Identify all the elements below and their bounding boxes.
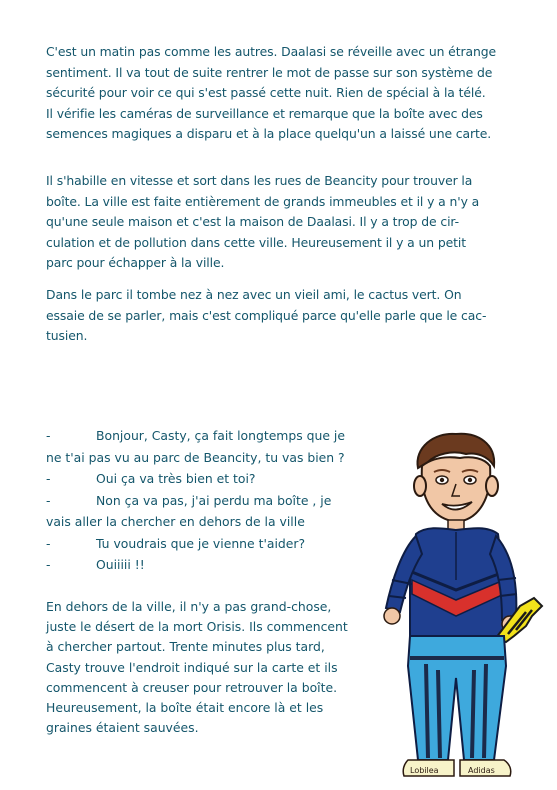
text-line: Dans le parc il tombe nez à nez avec un vieil ami, le cactus vert. On	[46, 287, 462, 302]
dialogue-text: ne t'ai pas vu au parc de Beancity, tu vas bien ?	[46, 449, 345, 465]
shirt	[410, 528, 504, 638]
text-line: semences magiques a disparu et à la place quelqu'un a laissé une carte.	[46, 126, 492, 142]
dialogue-dash: -	[46, 471, 51, 486]
text-line: essaie de se parler, mais c'est compliqué parce qu'elle parle que le cac-	[46, 307, 487, 323]
text-line: C'est un matin pas comme les autres. Daalasi se réveille avec un étrange	[46, 44, 496, 59]
text-line: Il s'habille en vitesse et sort dans les rues de Beancity pour trouver la	[46, 173, 473, 188]
left-hand	[384, 608, 400, 624]
left-ear	[414, 476, 426, 496]
dialogue-line	[46, 468, 376, 490]
dialogue-line	[46, 447, 376, 469]
right-pupil	[468, 478, 472, 482]
paragraph-park	[46, 285, 514, 347]
paragraph-morning	[46, 42, 514, 145]
dialogue-dash: -	[46, 557, 51, 572]
text-line: sentiment. Il va tout de suite rentrer le mot de passe sur son système de	[46, 64, 493, 80]
text-line: culation et de pollution dans cette ville. Heureusement il y a un petit	[46, 234, 466, 250]
text-line: En dehors de la ville, il n'y a pas grand-chose,	[46, 599, 332, 614]
dialogue-line	[46, 511, 376, 533]
paragraph-city	[46, 171, 514, 274]
dialogue-text: Oui ça va très bien et toi?	[96, 471, 256, 486]
dialogue-line	[46, 490, 376, 512]
text-line: commencent à creuser pour retrouver la boîte.	[46, 679, 338, 695]
text-line: parc pour échapper à la ville.	[46, 255, 225, 271]
left-shoe-text: Lobilea	[410, 766, 439, 775]
text-line: qu'une seule maison et c'est la maison de Daalasi. Il y a trop de cir-	[46, 214, 460, 230]
dialogue-line	[46, 533, 376, 555]
dialogue-dash: -	[46, 535, 51, 551]
text-line: boîte. La ville est faite entièrement de grands immeubles et il y a n'y a	[46, 193, 480, 209]
dialogue-dash: -	[46, 492, 51, 508]
dialogue-text: Ouiiiii !!	[96, 557, 145, 572]
text-line: Heureusement, la boîte était encore là et les	[46, 700, 324, 716]
dialogue-text: Tu voudrais que je vienne t'aider?	[96, 535, 306, 551]
dialogue-text: vais aller la chercher en dehors de la ville	[46, 514, 305, 529]
dialogue-line	[46, 554, 376, 576]
dialogue-line	[46, 425, 376, 447]
text-line: à chercher partout. Trente minutes plus tard,	[46, 639, 325, 655]
paragraph-desert	[46, 597, 376, 738]
text-line: sécurité pour voir ce qui s'est passé cette nuit. Rien de spécial à la télé.	[46, 85, 486, 101]
boy-character-illustration	[356, 430, 546, 780]
text-line: Casty trouve l'endroit indiqué sur la carte et ils	[46, 659, 338, 675]
text-line: Il vérifie les caméras de surveillance et remarque que la boîte avec des	[46, 105, 483, 121]
face	[422, 457, 490, 522]
dialogue-dash: -	[46, 428, 51, 443]
right-ear	[486, 476, 498, 496]
pants	[408, 636, 506, 760]
text-line: tusien.	[46, 328, 88, 344]
dialogue-block	[46, 425, 376, 576]
boy-drawing-svg	[356, 430, 546, 780]
left-pupil	[440, 478, 444, 482]
dialogue-text: Bonjour, Casty, ça fait longtemps que je	[96, 428, 345, 443]
dialogue-text: Non ça va pas, j'ai perdu ma boîte , je	[96, 492, 332, 508]
right-shoe-text: Adidas	[468, 766, 495, 775]
text-line: graines étaient sauvées.	[46, 720, 199, 736]
text-line: juste le désert de la mort Orisis. Ils commencent	[46, 619, 348, 635]
